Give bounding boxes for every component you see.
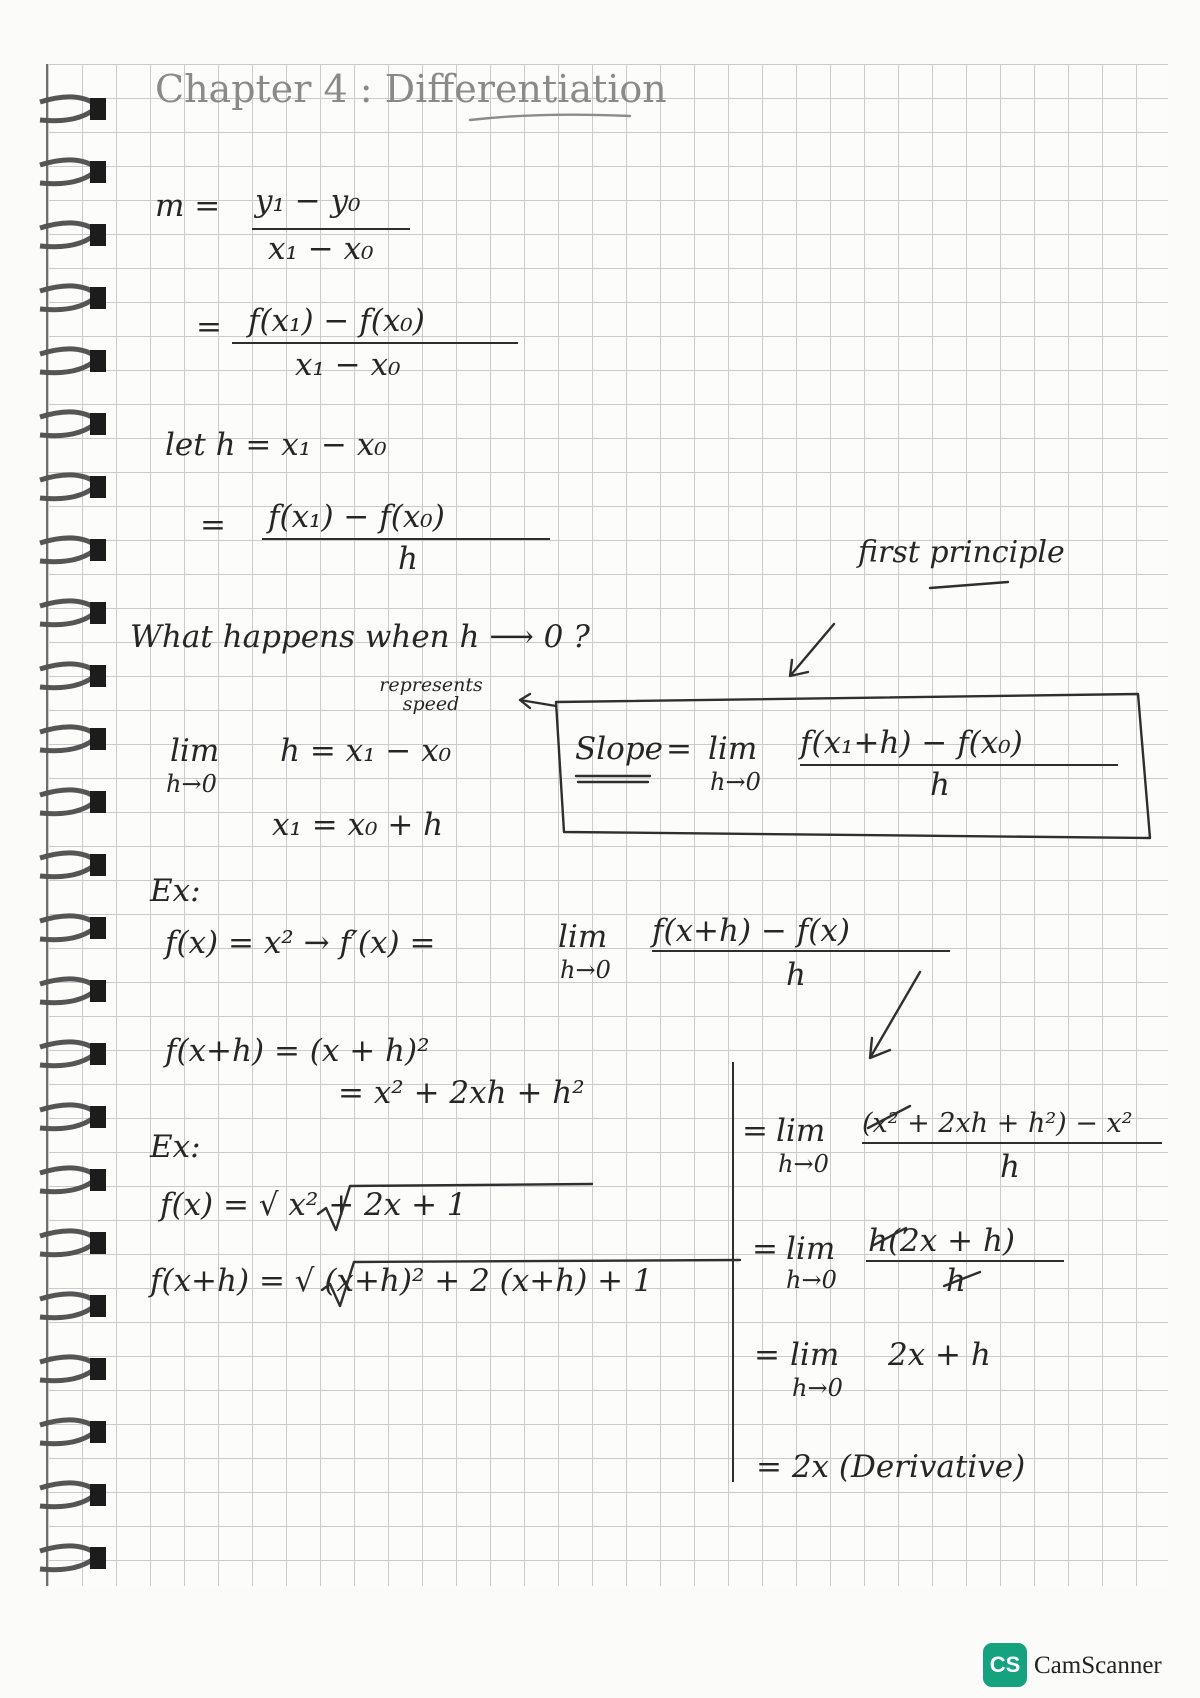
slope-fx-denominator: x₁ − x₀	[295, 347, 401, 383]
let-h: let h = x₁ − x₀	[165, 427, 387, 463]
slope-label-underline	[576, 776, 650, 782]
boxed-lim: lim	[708, 731, 758, 767]
lim-subscript: h→0	[166, 770, 217, 798]
camscanner-name: CamScanner	[1034, 1652, 1162, 1679]
fxh-sqrt-definition: f(x+h) = √ (x+h)² + 2 (x+h) + 1	[150, 1263, 653, 1299]
slope-def-left: m =	[155, 188, 221, 224]
fxh-expansion: = x² + 2xh + h²	[338, 1075, 585, 1111]
first-principle-underline	[930, 582, 1008, 588]
sqrt-radical-2	[322, 1260, 740, 1306]
camscanner-logo-icon: CS	[983, 1643, 1027, 1687]
step-2-denominator: h	[946, 1263, 966, 1299]
fx-sqrt-definition: f(x) = √ x² + 2x + 1	[160, 1187, 467, 1223]
fx-definition: f(x) = x² → f′(x) =	[165, 925, 436, 961]
box-arrow-to-note	[520, 694, 556, 708]
arrow-first-principle	[790, 624, 834, 676]
step-2-numerator: h(2x + h)	[868, 1223, 1016, 1259]
step-1-equals: =	[742, 1113, 768, 1149]
represents-speed-note: represents speed	[379, 674, 483, 715]
boxed-numerator: f(x₁+h) − f(x₀)	[800, 725, 1023, 761]
example-2-label: Ex:	[150, 1129, 201, 1165]
step-2-lim-subscript: h→0	[786, 1266, 837, 1294]
step-1-lim-subscript: h→0	[778, 1150, 829, 1178]
x1-equation: x₁ = x₀ + h	[272, 807, 444, 843]
slope-box	[556, 694, 1150, 838]
boxed-equals: =	[666, 731, 692, 767]
slope-h-numerator: f(x₁) − f(x₀)	[268, 499, 445, 535]
step-2-equals: =	[752, 1231, 778, 1267]
step-3-lim-subscript: h→0	[792, 1374, 843, 1402]
h-equation: h = x₁ − x₀	[280, 733, 452, 769]
slope-h-left: =	[200, 507, 226, 543]
question-text: What happens when h ⟶ 0 ?	[130, 619, 590, 655]
step-1-lim: lim	[776, 1113, 826, 1149]
step-1-denominator: h	[1000, 1149, 1020, 1185]
cancel-x2	[868, 1106, 910, 1128]
step-3-equals: =	[754, 1337, 780, 1373]
step-3-expression: 2x + h	[888, 1337, 991, 1373]
first-principle-note: first principle	[858, 535, 1065, 570]
cancel-h-top	[872, 1228, 906, 1246]
derivative-lim: lim	[558, 919, 608, 955]
derivative-numerator: f(x+h) − f(x)	[652, 913, 850, 949]
slope-h-denominator: h	[398, 541, 418, 577]
slope-fx-numerator: f(x₁) − f(x₀)	[248, 303, 425, 339]
final-derivative: = 2x (Derivative)	[756, 1449, 1026, 1485]
slope-fx-left: =	[196, 309, 222, 345]
boxed-slope-label: Slope	[575, 731, 664, 767]
step-1-numerator: (x² + 2xh + h²) − x²	[862, 1108, 1133, 1139]
derivative-lim-subscript: h→0	[560, 956, 611, 984]
boxed-denominator: h	[930, 767, 950, 803]
sqrt-radical-1	[318, 1184, 592, 1230]
slope-def-numerator: y₁ − y₀	[255, 183, 361, 219]
boxed-lim-subscript: h→0	[710, 768, 761, 796]
title-underline	[470, 115, 630, 120]
arrow-to-steps	[870, 972, 920, 1058]
step-2-lim: lim	[786, 1231, 836, 1267]
page-title: Chapter 4 : Differentiation	[155, 67, 667, 111]
cancel-h-bottom	[944, 1272, 980, 1286]
derivative-denominator: h	[786, 957, 806, 993]
lim-word: lim	[170, 733, 220, 769]
example-1-label: Ex:	[150, 873, 201, 909]
fxh-square: f(x+h) = (x + h)²	[165, 1033, 430, 1069]
slope-def-denominator: x₁ − x₀	[268, 231, 374, 267]
step-3-lim: lim	[790, 1337, 840, 1373]
